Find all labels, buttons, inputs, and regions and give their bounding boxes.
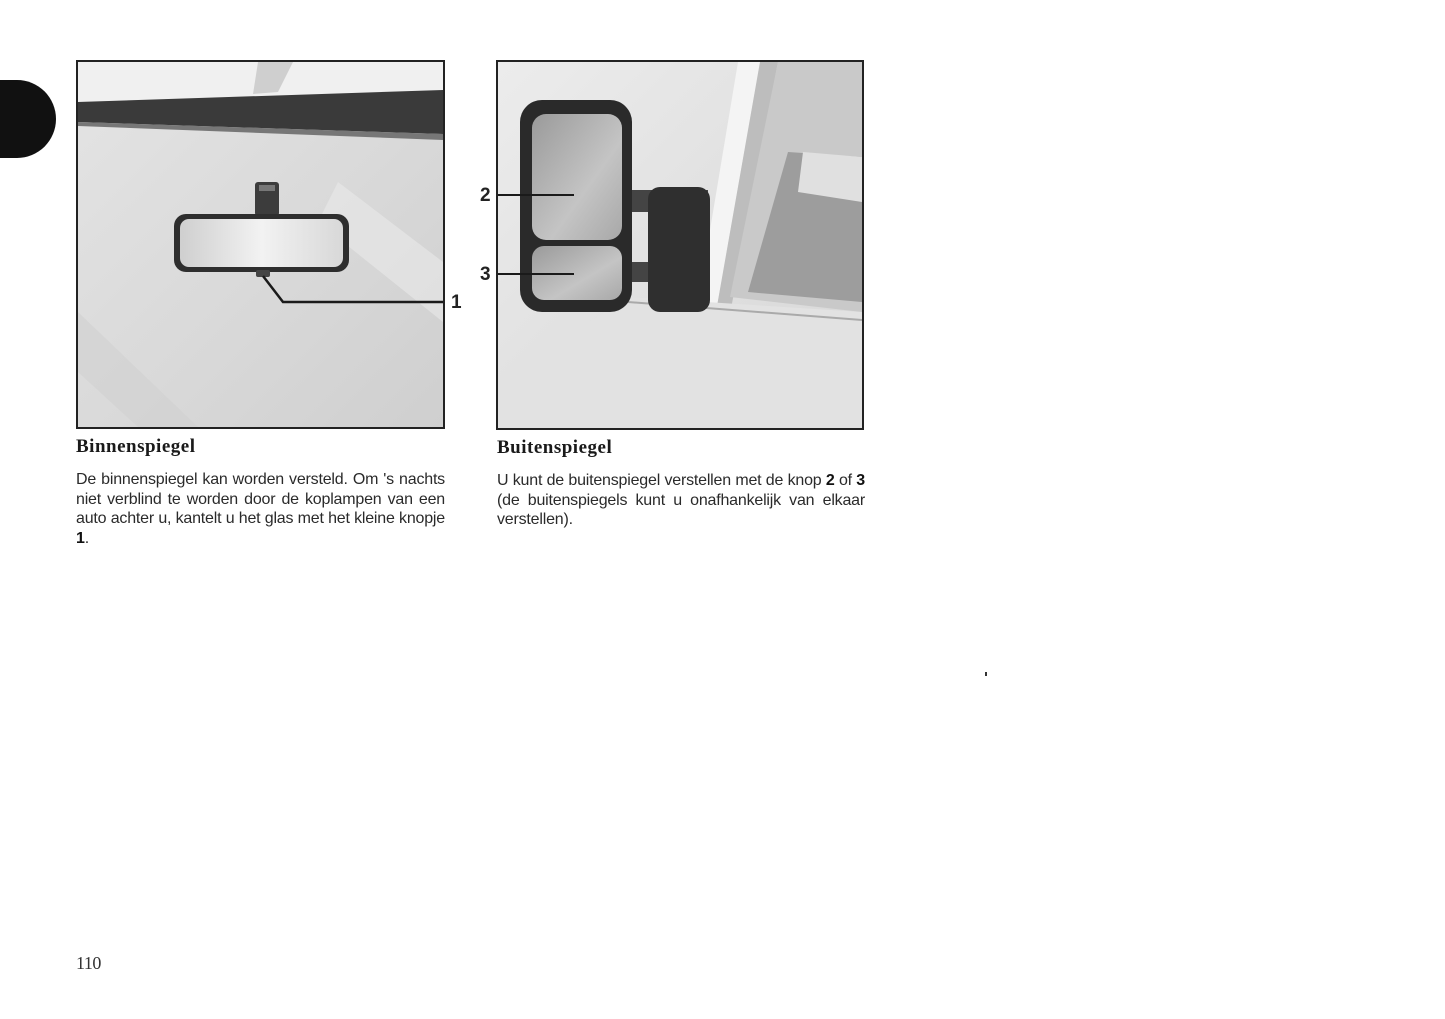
section-heading-exterior-mirror: Buitenspiegel (497, 437, 613, 458)
exterior-mirror-figure (480, 60, 864, 430)
reference-number: 1 (76, 529, 85, 547)
callout-label-1: 1 (451, 292, 462, 313)
description-text: De binnenspiegel kan worden versteld. Om 's nachts niet verblind te worden door de koplampen van een auto achter u, kantelt u het glas met het kleine knopje (76, 471, 445, 527)
description-text: U kunt de buitenspiegel verstellen met de knop (497, 472, 826, 489)
interior-mirror-figure (76, 60, 462, 429)
exterior-mirror-photo (498, 62, 862, 428)
callout-label-3: 3 (480, 264, 491, 285)
callout-label-2: 2 (480, 185, 491, 206)
interior-mirror-description (76, 470, 445, 548)
interior-mirror-photo (78, 62, 443, 427)
description-text-mid: of (834, 472, 857, 489)
description-text-end: (de buitenspiegels kunt u onafhankelijk van elkaar verstellen). (497, 491, 865, 528)
reference-number: 2 (825, 472, 835, 489)
section-heading-interior-mirror: Binnenspiegel (76, 436, 196, 457)
exterior-mirror-description (497, 471, 865, 530)
reference-number: 3 (856, 472, 865, 489)
chapter-thumb-tab (0, 80, 56, 158)
description-text-end: . (84, 529, 89, 547)
print-speck (985, 672, 987, 676)
page-number: 110 (76, 953, 101, 973)
